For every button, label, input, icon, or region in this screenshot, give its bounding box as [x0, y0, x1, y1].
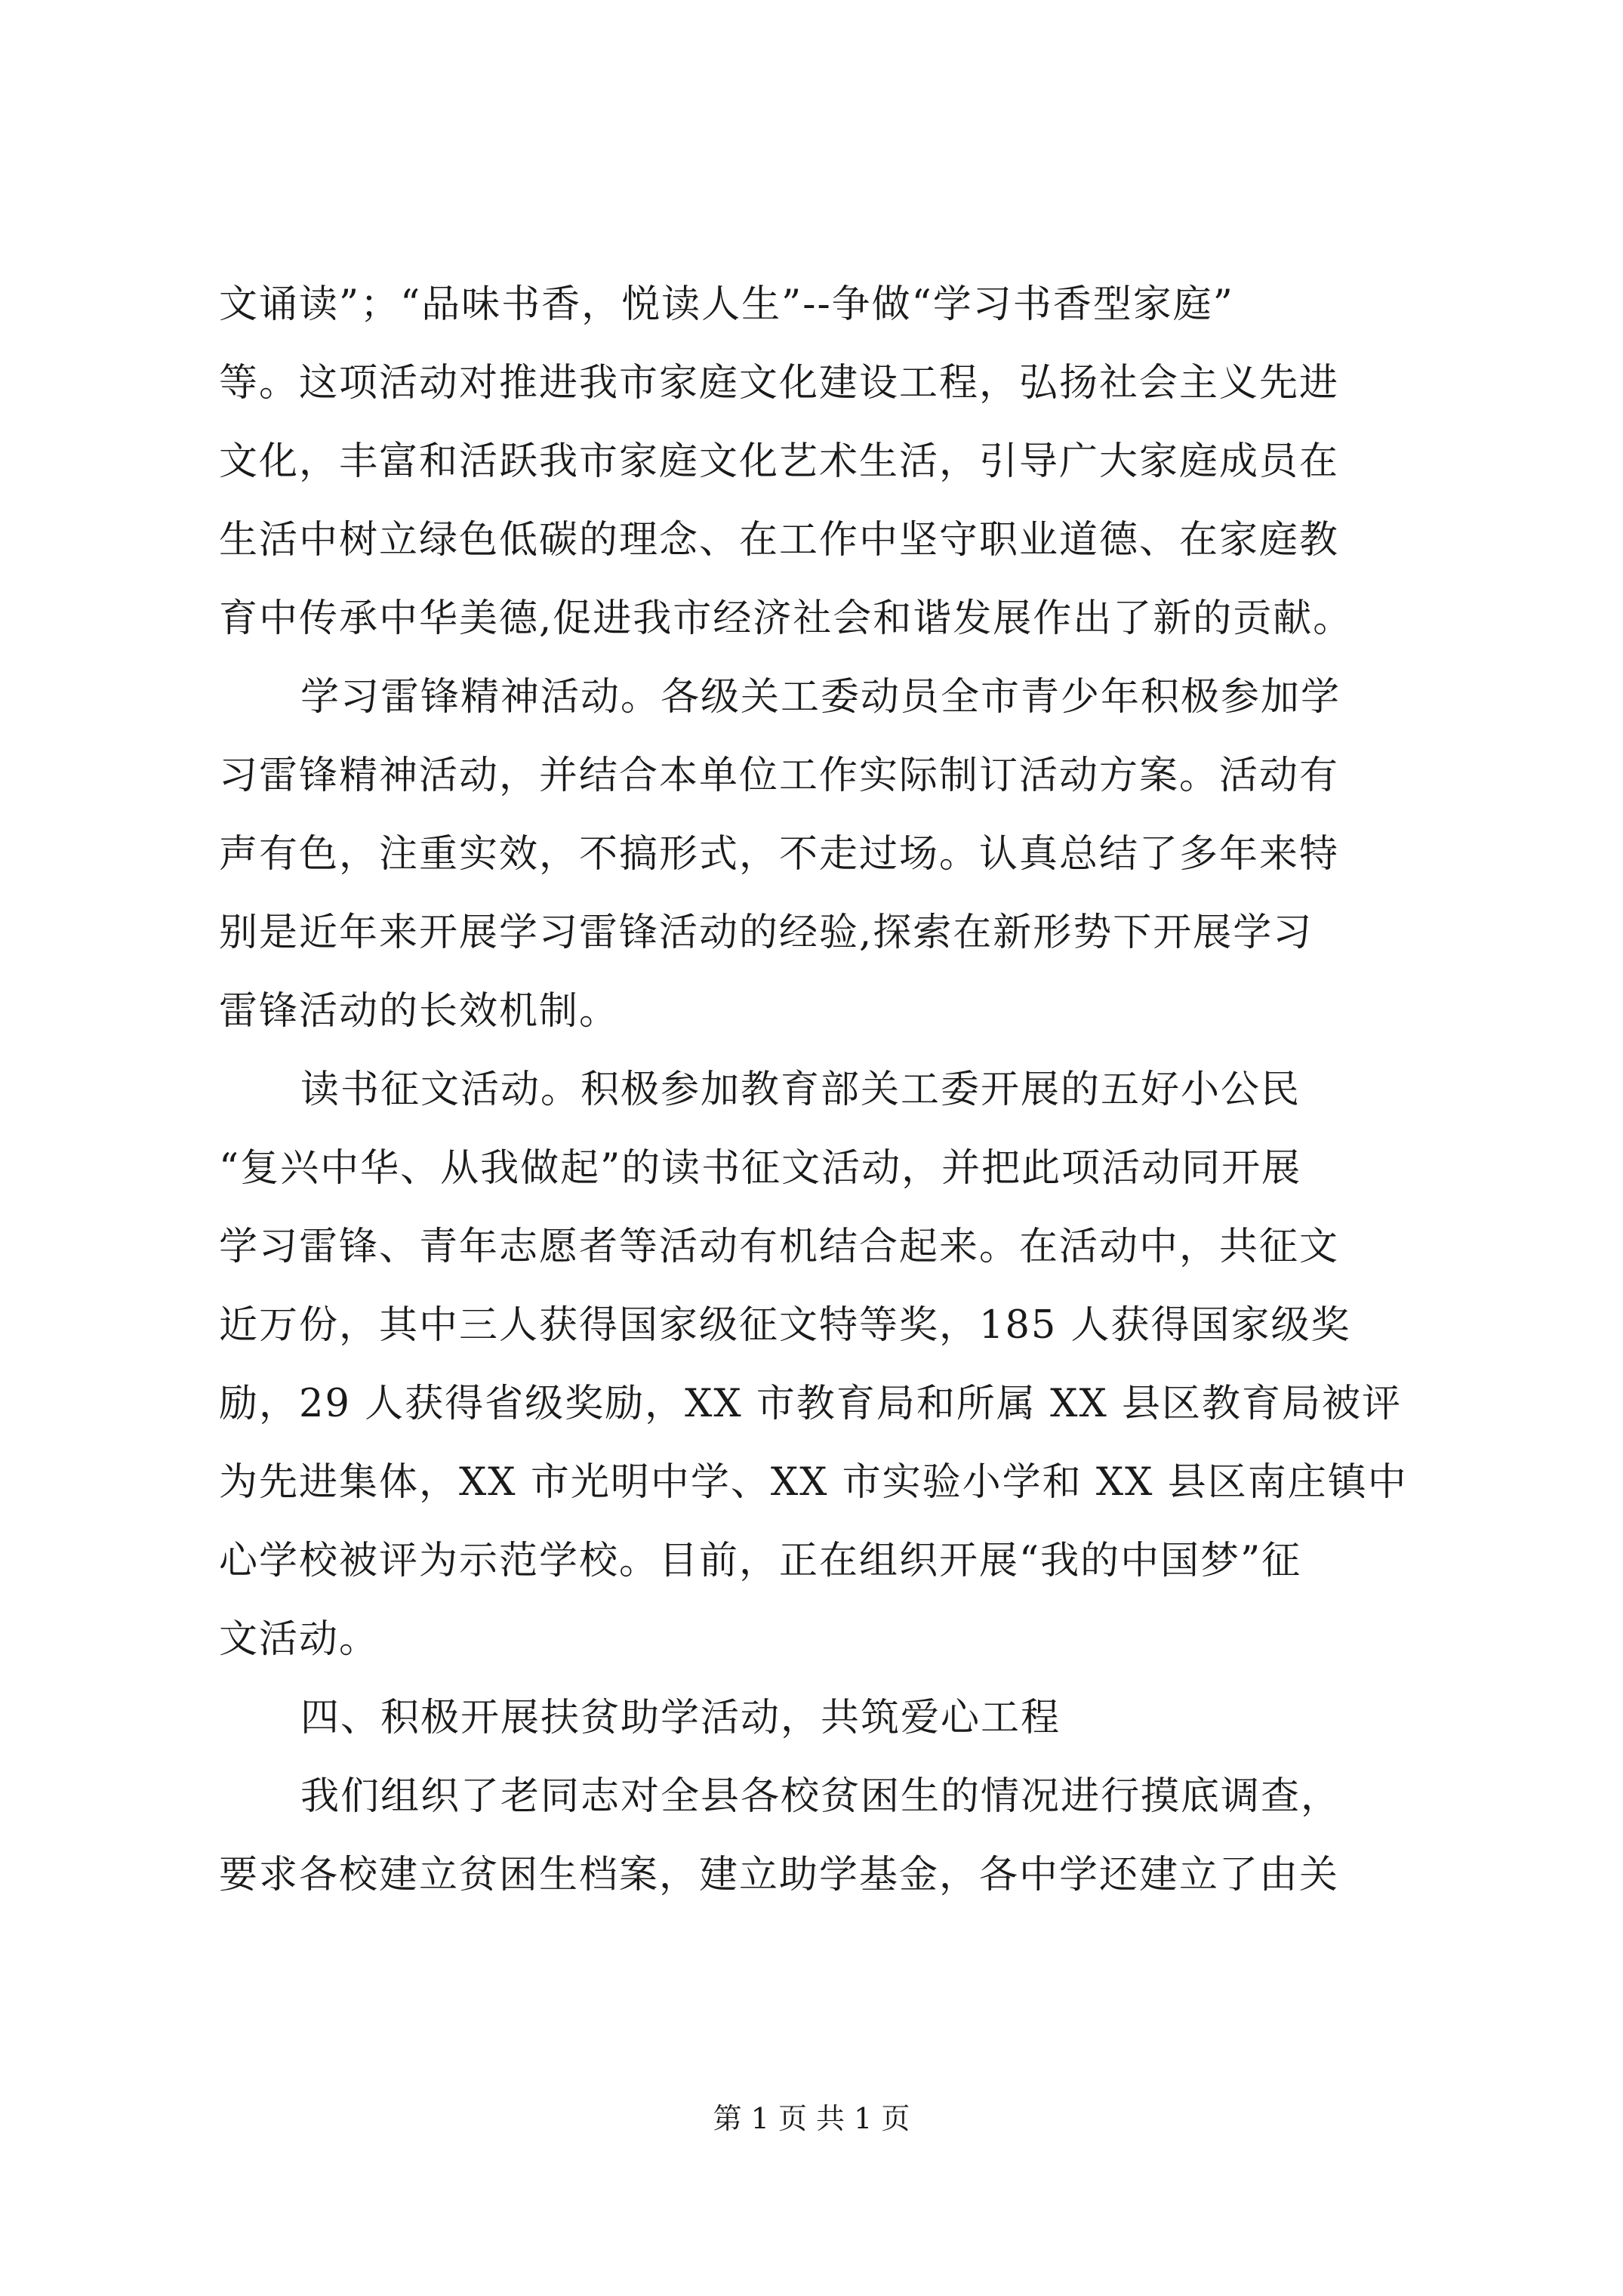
page-footer: 第 1 页 共 1 页: [713, 2102, 910, 2135]
text-line: 文活动。: [219, 1617, 380, 1662]
text-line: 四、积极开展扶贫助学活动，共筑爱心工程: [300, 1696, 1061, 1740]
text-line: 别是近年来开展学习雷锋活动的经验,探索在新形势下开展学习: [219, 911, 1313, 955]
text-line: 雷锋活动的长效机制。: [219, 989, 620, 1034]
text-line: 育中传承中华美德,促进我市经济社会和谐发展作出了新的贡献。: [219, 596, 1354, 641]
text-line: “复兴中华、从我做起”的读书征文活动，并把此项活动同开展: [219, 1146, 1302, 1191]
text-line: 学习雷锋、青年志愿者等活动有机结合起来。在活动中，共征文: [219, 1225, 1340, 1269]
text-line: 等。这项活动对推进我市家庭文化建设工程，弘扬社会主义先进: [219, 361, 1340, 405]
text-line: 读书征文活动。积极参加教育部关工委开展的五好小公民: [300, 1068, 1301, 1112]
text-line: 文诵读”；“品味书香，悦读人生”--争做“学习书香型家庭”: [219, 282, 1234, 327]
text-line: 近万份，其中三人获得国家级征文特等奖，185 人获得国家级奖: [219, 1303, 1351, 1348]
text-line: 励，29 人获得省级奖励，XX 市教育局和所属 XX 县区教育局被评: [219, 1382, 1402, 1426]
document-body: [219, 266, 1442, 1915]
text-line: 心学校被评为示范学校。目前，正在组织开展“我的中国梦”征: [219, 1539, 1302, 1583]
text-line: 习雷锋精神活动，并结合本单位工作实际制订活动方案。活动有: [219, 754, 1340, 798]
text-line: 文化，丰富和活跃我市家庭文化艺术生活，引导广大家庭成员在: [219, 439, 1340, 484]
text-line: 为先进集体，XX 市光明中学、XX 市实验小学和 XX 县区南庄镇中: [219, 1460, 1408, 1505]
text-line: 学习雷锋精神活动。各级关工委动员全市青少年积极参加学: [300, 675, 1341, 720]
text-line: 生活中树立绿色低碳的理念、在工作中坚守职业道德、在家庭教: [219, 518, 1340, 562]
text-line: 声有色，注重实效，不搞形式，不走过场。认真总结了多年来特: [219, 832, 1340, 877]
text-line: 要求各校建立贫困生档案，建立助学基金，各中学还建立了由关: [219, 1853, 1340, 1897]
text-line: 我们组织了老同志对全县各校贫困生的情况进行摸底调查，: [300, 1774, 1341, 1819]
